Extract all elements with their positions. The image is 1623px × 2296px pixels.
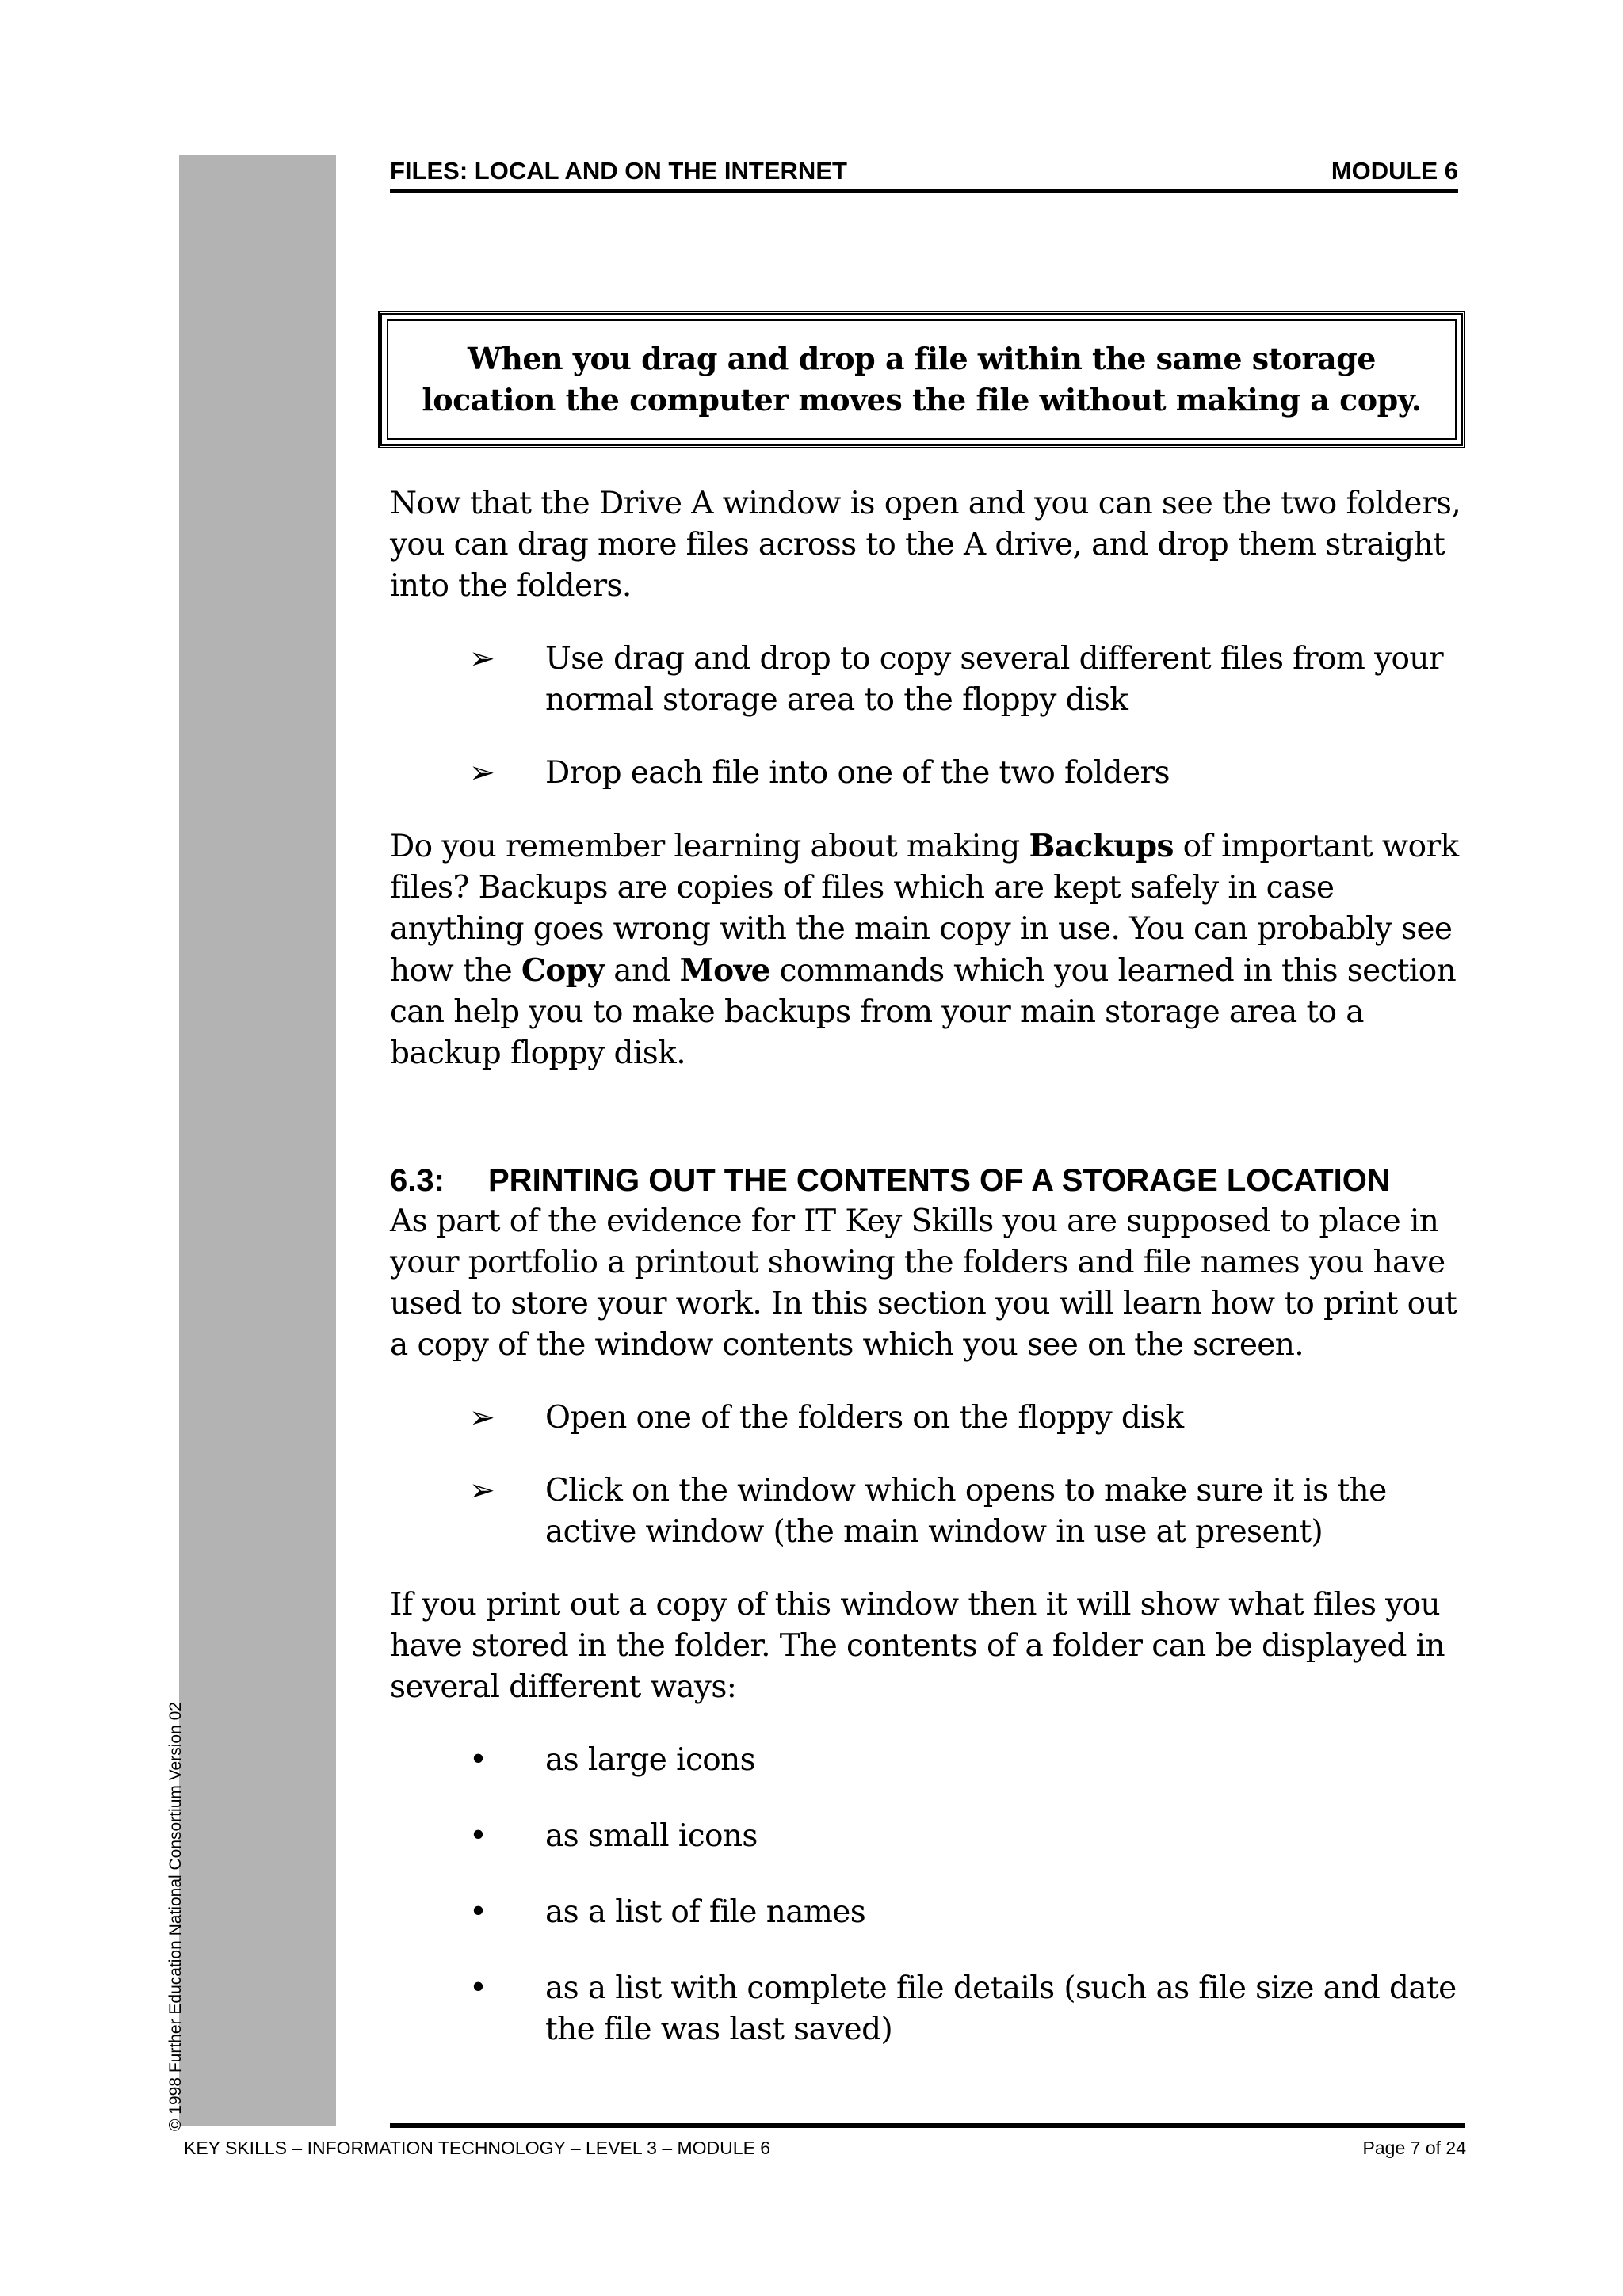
paragraph-drive-a: Now that the Drive A window is open and you can see the two folders, you can drag more files across to the A drive, and drop them straight into the folders.: [390, 486, 1461, 604]
display-options-list: [390, 1740, 1468, 2050]
list-item-text: as a list with complete file details (such as file size and date the file was last saved): [545, 1970, 1457, 2047]
arrow-bullet-icon: ➢: [469, 1400, 495, 1436]
arrow-bullet-icon: ➢: [469, 755, 495, 791]
main-content: [390, 483, 1468, 2050]
list-item: [390, 1892, 1468, 1933]
list-item: [390, 753, 1468, 794]
instruction-list-1: [390, 639, 1468, 794]
list-item-text: as large icons: [545, 1742, 756, 1778]
page-header: [390, 155, 1458, 193]
section-number: 6.3:: [390, 1163, 445, 1198]
copyright-note: © 1998 Further Education National Consortium Version 02: [166, 1702, 185, 2131]
arrow-bullet-icon: ➢: [469, 641, 495, 677]
list-item: [390, 1816, 1468, 1857]
callout-text: When you drag and drop a file within the same storage location the computer moves the file without making a copy.: [422, 341, 1422, 418]
bullet-icon: •: [469, 1818, 487, 1854]
list-item: [390, 1740, 1468, 1781]
grey-margin-bar: [179, 155, 336, 2126]
footer-rule: [390, 2123, 1465, 2128]
list-item: [390, 1470, 1468, 1553]
paragraph-print-window: If you print out a copy of this window then it will show what files you have stored in the folder. The contents of a folder can be displayed in several different ways:: [390, 1587, 1445, 1705]
callout-box: [378, 311, 1465, 448]
page-number: Page 7 of 24: [1362, 2138, 1466, 2158]
bold-copy: Copy: [521, 952, 605, 989]
list-item-text: Open one of the folders on the floppy disk: [545, 1400, 1184, 1436]
list-item-text: as a list of file names: [545, 1894, 866, 1930]
footer-course: KEY SKILLS – INFORMATION TECHNOLOGY – LEVEL 3 – MODULE 6: [184, 2138, 771, 2158]
text-run: and: [604, 953, 680, 989]
arrow-bullet-icon: ➢: [469, 1473, 495, 1508]
header-title: FILES: LOCAL AND ON THE INTERNET: [390, 157, 847, 185]
paragraph-backups: [390, 826, 1468, 1074]
bold-backups: Backups: [1029, 828, 1174, 864]
list-item-text: as small icons: [545, 1818, 758, 1854]
bold-move: Move: [679, 952, 770, 989]
bullet-icon: •: [469, 1894, 487, 1930]
list-item-text: Click on the window which opens to make sure it is the active window (the main window in use at present): [545, 1473, 1387, 1550]
list-item: [390, 639, 1468, 721]
text-run: of important work files? Backups are copies of files which are kept safely in case anything goes wrong with the main copy in use. You can probably see how the: [390, 829, 1459, 989]
section-heading: [390, 1160, 1468, 1201]
list-item: [390, 1398, 1468, 1439]
header-module: MODULE 6: [1331, 157, 1458, 185]
text-run: Do you remember learning about making: [390, 829, 1029, 864]
list-item-text: Drop each file into one of the two folders: [545, 755, 1170, 791]
text-run: commands which you learned in this section can help you to make backups from your main storage area to a backup floppy disk.: [390, 953, 1457, 1071]
list-item: [390, 1968, 1468, 2050]
section-title: PRINTING OUT THE CONTENTS OF A STORAGE LOCATION: [488, 1163, 1390, 1198]
bullet-icon: •: [469, 1742, 487, 1778]
instruction-list-2: [390, 1398, 1468, 1553]
bullet-icon: •: [469, 1970, 487, 2006]
list-item-text: Use drag and drop to copy several different files from your normal storage area to the floppy disk: [545, 641, 1443, 718]
paragraph-evidence: As part of the evidence for IT Key Skills you are supposed to place in your portfolio a printout showing the folders and file names you have used to store your work. In this section you will learn how to print out a copy of the window contents which you see on the screen.: [390, 1203, 1457, 1363]
page-footer: [184, 2138, 1466, 2159]
